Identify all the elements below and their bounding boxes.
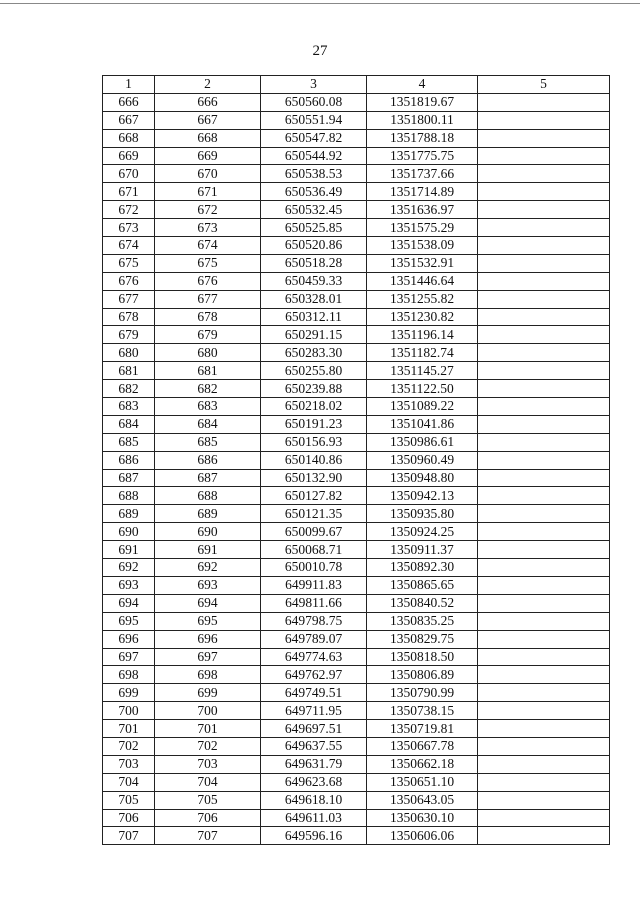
point-number-cell: 692 [103,559,155,577]
note-cell [478,254,610,272]
point-id-cell: 675 [155,254,261,272]
coordinate-y-cell: 1350829.75 [367,630,478,648]
note-cell [478,308,610,326]
note-cell [478,523,610,541]
point-number-cell: 673 [103,219,155,237]
coordinate-y-cell: 1350911.37 [367,541,478,559]
table-row [103,648,610,666]
coordinate-table [102,75,610,845]
point-id-cell: 693 [155,576,261,594]
coordinate-x-cell: 649711.95 [261,702,367,720]
coordinate-y-cell: 1350606.06 [367,827,478,845]
point-id-cell: 695 [155,612,261,630]
table-row [103,183,610,201]
point-number-cell: 694 [103,594,155,612]
point-id-cell: 705 [155,791,261,809]
coordinate-x-cell: 650068.71 [261,541,367,559]
point-id-cell: 688 [155,487,261,505]
coordinate-y-cell: 1350835.25 [367,612,478,630]
point-id-cell: 680 [155,344,261,362]
point-number-cell: 681 [103,362,155,380]
table-row [103,344,610,362]
note-cell [478,594,610,612]
table-row [103,684,610,702]
coordinate-x-cell: 650518.28 [261,254,367,272]
coordinate-x-cell: 649623.68 [261,773,367,791]
coordinate-x-cell: 650099.67 [261,523,367,541]
coordinate-y-cell: 1350960.49 [367,451,478,469]
point-number-cell: 691 [103,541,155,559]
coordinate-y-cell: 1350935.80 [367,505,478,523]
point-id-cell: 691 [155,541,261,559]
point-number-cell: 688 [103,487,155,505]
coordinate-x-cell: 649774.63 [261,648,367,666]
note-cell [478,630,610,648]
table-row [103,165,610,183]
point-id-cell: 677 [155,290,261,308]
note-cell [478,648,610,666]
point-number-cell: 698 [103,666,155,684]
point-id-cell: 697 [155,648,261,666]
point-id-cell: 699 [155,684,261,702]
coordinate-y-cell: 1351714.89 [367,183,478,201]
coordinate-x-cell: 649911.83 [261,576,367,594]
column-header-3: 3 [261,76,367,94]
note-cell [478,433,610,451]
note-cell [478,469,610,487]
note-cell [478,702,610,720]
coordinate-x-cell: 649749.51 [261,684,367,702]
point-id-cell: 674 [155,237,261,255]
table-row [103,272,610,290]
note-cell [478,612,610,630]
point-id-cell: 671 [155,183,261,201]
coordinate-y-cell: 1350892.30 [367,559,478,577]
table-row [103,362,610,380]
coordinate-y-cell: 1351255.82 [367,290,478,308]
coordinate-y-cell: 1351575.29 [367,219,478,237]
point-id-cell: 667 [155,111,261,129]
coordinate-y-cell: 1350840.52 [367,594,478,612]
point-number-cell: 687 [103,469,155,487]
table-row [103,612,610,630]
point-number-cell: 675 [103,254,155,272]
coordinate-y-cell: 1351196.14 [367,326,478,344]
coordinate-x-cell: 650312.11 [261,308,367,326]
note-cell [478,415,610,433]
note-cell [478,576,610,594]
point-id-cell: 700 [155,702,261,720]
coordinate-y-cell: 1351636.97 [367,201,478,219]
table-row [103,487,610,505]
coordinate-x-cell: 649798.75 [261,612,367,630]
coordinate-y-cell: 1351775.75 [367,147,478,165]
table-row [103,469,610,487]
coordinate-x-cell: 649789.07 [261,630,367,648]
table-row [103,380,610,398]
point-id-cell: 687 [155,469,261,487]
coordinate-x-cell: 650140.86 [261,451,367,469]
page-number: 27 [312,43,328,59]
coordinate-y-cell: 1351182.74 [367,344,478,362]
point-id-cell: 707 [155,827,261,845]
note-cell [478,398,610,416]
table-row [103,576,610,594]
coordinate-x-cell: 650132.90 [261,469,367,487]
point-id-cell: 694 [155,594,261,612]
point-id-cell: 676 [155,272,261,290]
table-row [103,326,610,344]
coordinate-x-cell: 650525.85 [261,219,367,237]
coordinate-y-cell: 1351538.09 [367,237,478,255]
point-number-cell: 703 [103,755,155,773]
point-id-cell: 666 [155,93,261,111]
coordinate-x-cell: 650551.94 [261,111,367,129]
point-id-cell: 702 [155,737,261,755]
coordinate-x-cell: 650560.08 [261,93,367,111]
point-number-cell: 669 [103,147,155,165]
note-cell [478,219,610,237]
note-cell [478,147,610,165]
point-id-cell: 689 [155,505,261,523]
coordinate-x-cell: 649631.79 [261,755,367,773]
coordinate-y-cell: 1350719.81 [367,720,478,738]
coordinate-y-cell: 1351089.22 [367,398,478,416]
note-cell [478,791,610,809]
point-number-cell: 690 [103,523,155,541]
coordinate-y-cell: 1350865.65 [367,576,478,594]
coordinate-y-cell: 1351122.50 [367,380,478,398]
note-cell [478,684,610,702]
coordinate-y-cell: 1350790.99 [367,684,478,702]
note-cell [478,183,610,201]
coordinate-x-cell: 649596.16 [261,827,367,845]
point-id-cell: 698 [155,666,261,684]
table-row [103,201,610,219]
table-row [103,523,610,541]
table-row [103,594,610,612]
point-id-cell: 684 [155,415,261,433]
note-cell [478,129,610,147]
point-id-cell: 690 [155,523,261,541]
point-id-cell: 681 [155,362,261,380]
table-row [103,791,610,809]
note-cell [478,380,610,398]
table-body [103,93,610,844]
table-header-row [103,76,610,94]
point-id-cell: 704 [155,773,261,791]
note-cell [478,487,610,505]
point-id-cell: 668 [155,129,261,147]
coordinate-x-cell: 649611.03 [261,809,367,827]
table-row [103,398,610,416]
coordinate-y-cell: 1351788.18 [367,129,478,147]
point-number-cell: 685 [103,433,155,451]
coordinate-y-cell: 1350924.25 [367,523,478,541]
note-cell [478,201,610,219]
point-number-cell: 670 [103,165,155,183]
coordinate-y-cell: 1350630.10 [367,809,478,827]
point-number-cell: 684 [103,415,155,433]
point-number-cell: 667 [103,111,155,129]
note-cell [478,326,610,344]
coordinate-y-cell: 1350667.78 [367,737,478,755]
point-number-cell: 676 [103,272,155,290]
coordinate-y-cell: 1351041.86 [367,415,478,433]
coordinate-x-cell: 649811.66 [261,594,367,612]
coordinate-x-cell: 650459.33 [261,272,367,290]
coordinate-x-cell: 649618.10 [261,791,367,809]
table-row [103,737,610,755]
point-id-cell: 678 [155,308,261,326]
point-number-cell: 693 [103,576,155,594]
coordinate-x-cell: 649762.97 [261,666,367,684]
point-id-cell: 679 [155,326,261,344]
coordinate-x-cell: 650127.82 [261,487,367,505]
column-header-5: 5 [478,76,610,94]
coordinate-y-cell: 1351737.66 [367,165,478,183]
note-cell [478,111,610,129]
column-header-4: 4 [367,76,478,94]
coordinate-y-cell: 1350818.50 [367,648,478,666]
note-cell [478,165,610,183]
point-number-cell: 701 [103,720,155,738]
note-cell [478,290,610,308]
table-row [103,559,610,577]
coordinate-x-cell: 650291.15 [261,326,367,344]
point-id-cell: 670 [155,165,261,183]
note-cell [478,559,610,577]
note-cell [478,237,610,255]
coordinate-y-cell: 1351819.67 [367,93,478,111]
coordinate-x-cell: 650121.35 [261,505,367,523]
note-cell [478,505,610,523]
coordinate-x-cell: 650255.80 [261,362,367,380]
table-row [103,237,610,255]
table-row [103,111,610,129]
note-cell [478,737,610,755]
point-number-cell: 689 [103,505,155,523]
note-cell [478,272,610,290]
point-number-cell: 680 [103,344,155,362]
point-number-cell: 697 [103,648,155,666]
point-number-cell: 686 [103,451,155,469]
point-id-cell: 696 [155,630,261,648]
note-cell [478,755,610,773]
coordinate-x-cell: 650218.02 [261,398,367,416]
table-row [103,630,610,648]
point-number-cell: 704 [103,773,155,791]
coordinate-x-cell: 649637.55 [261,737,367,755]
point-number-cell: 695 [103,612,155,630]
note-cell [478,541,610,559]
table-row [103,541,610,559]
table-row [103,219,610,237]
point-number-cell: 699 [103,684,155,702]
coordinate-y-cell: 1350738.15 [367,702,478,720]
coordinate-y-cell: 1351800.11 [367,111,478,129]
coordinate-y-cell: 1350806.89 [367,666,478,684]
coordinate-x-cell: 650538.53 [261,165,367,183]
point-number-cell: 679 [103,326,155,344]
note-cell [478,720,610,738]
coordinate-x-cell: 650010.78 [261,559,367,577]
point-number-cell: 677 [103,290,155,308]
point-id-cell: 703 [155,755,261,773]
coordinate-y-cell: 1350643.05 [367,791,478,809]
coordinate-x-cell: 650328.01 [261,290,367,308]
table-row [103,93,610,111]
table-row [103,129,610,147]
point-number-cell: 696 [103,630,155,648]
point-number-cell: 706 [103,809,155,827]
coordinate-x-cell: 650547.82 [261,129,367,147]
coordinate-x-cell: 650191.23 [261,415,367,433]
point-id-cell: 701 [155,720,261,738]
point-number-cell: 707 [103,827,155,845]
point-number-cell: 668 [103,129,155,147]
coordinate-x-cell: 650532.45 [261,201,367,219]
point-id-cell: 706 [155,809,261,827]
point-number-cell: 678 [103,308,155,326]
coordinate-x-cell: 650520.86 [261,237,367,255]
column-header-1: 1 [103,76,155,94]
note-cell [478,809,610,827]
coordinate-x-cell: 650239.88 [261,380,367,398]
note-cell [478,362,610,380]
coordinate-x-cell: 650156.93 [261,433,367,451]
table-row [103,290,610,308]
column-header-2: 2 [155,76,261,94]
top-rule [0,3,640,4]
coordinate-x-cell: 650544.92 [261,147,367,165]
coordinate-y-cell: 1351230.82 [367,308,478,326]
coordinate-y-cell: 1350948.80 [367,469,478,487]
point-id-cell: 683 [155,398,261,416]
point-id-cell: 672 [155,201,261,219]
coordinate-y-cell: 1351145.27 [367,362,478,380]
point-number-cell: 705 [103,791,155,809]
note-cell [478,451,610,469]
note-cell [478,93,610,111]
coordinate-y-cell: 1350986.61 [367,433,478,451]
coordinate-x-cell: 650283.30 [261,344,367,362]
point-id-cell: 692 [155,559,261,577]
coordinate-x-cell: 649697.51 [261,720,367,738]
table-row [103,308,610,326]
point-number-cell: 702 [103,737,155,755]
coordinate-y-cell: 1350651.10 [367,773,478,791]
table-row [103,773,610,791]
table-row [103,827,610,845]
coordinate-y-cell: 1350662.18 [367,755,478,773]
coordinate-y-cell: 1351532.91 [367,254,478,272]
point-number-cell: 682 [103,380,155,398]
point-number-cell: 666 [103,93,155,111]
point-number-cell: 671 [103,183,155,201]
point-id-cell: 673 [155,219,261,237]
note-cell [478,827,610,845]
table-row [103,254,610,272]
table-row [103,505,610,523]
coordinate-x-cell: 650536.49 [261,183,367,201]
note-cell [478,344,610,362]
table-row [103,451,610,469]
table-row [103,702,610,720]
coordinate-y-cell: 1351446.64 [367,272,478,290]
note-cell [478,666,610,684]
table-row [103,666,610,684]
table-row [103,809,610,827]
point-id-cell: 682 [155,380,261,398]
table-row [103,433,610,451]
table-row [103,147,610,165]
table-row [103,755,610,773]
table-row [103,415,610,433]
point-id-cell: 686 [155,451,261,469]
point-id-cell: 685 [155,433,261,451]
point-number-cell: 674 [103,237,155,255]
point-number-cell: 683 [103,398,155,416]
coordinate-y-cell: 1350942.13 [367,487,478,505]
note-cell [478,773,610,791]
point-number-cell: 700 [103,702,155,720]
point-id-cell: 669 [155,147,261,165]
point-number-cell: 672 [103,201,155,219]
table-row [103,720,610,738]
